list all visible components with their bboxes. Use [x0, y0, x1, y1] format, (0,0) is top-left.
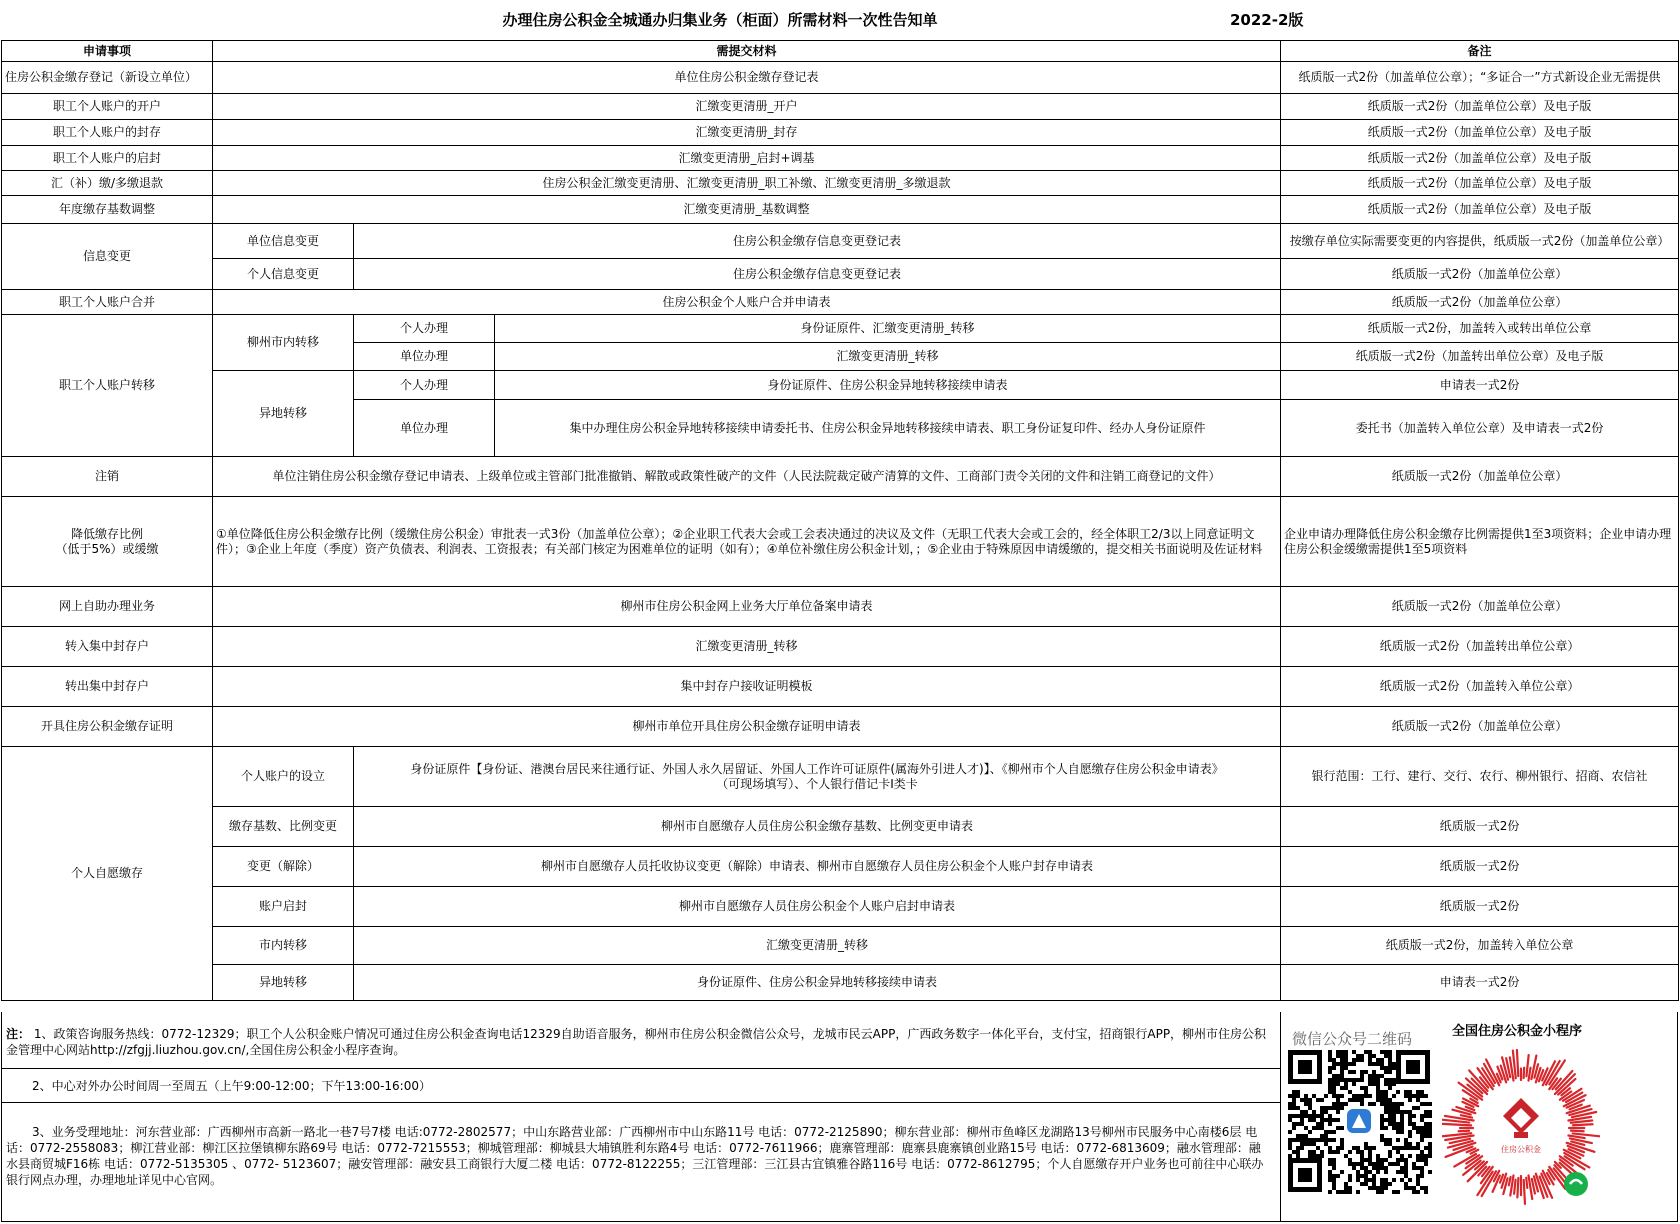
header-materials: 需提交材料: [213, 41, 1281, 62]
table-row: [2, 887, 1679, 927]
table-row: [2, 62, 1679, 94]
table-row: [2, 457, 1679, 497]
row-item-line-2: （低于5%）或缓缴: [55, 541, 159, 556]
wechat-qr-code: [1286, 1048, 1432, 1194]
row-item: 注销: [2, 457, 213, 497]
divider: [2, 1102, 1280, 1103]
table-row: [2, 747, 1679, 807]
mini-program-code: [1442, 1048, 1600, 1208]
row-materials: 集中办理住房公积金异地转移接续申请委托书、住房公积金异地转移接续申请表、职工身份证复印件、经办人身份证原件: [495, 400, 1281, 457]
row-subitem: 单位信息变更: [213, 224, 354, 259]
note-3: 3、业务受理地址：河东营业部：广西柳州市高新一路北一巷7号7楼 电话:0772-2802577；中山东路营业部：广西柳州市中山东路11号 电话：0772-2125890；柳东营业部：柳州市鱼峰区龙湖路13号柳州市民服务中心南楼6层 电话：0772-2558083；柳江营业部：柳江区拉堡镇柳东路69号 电话：0772-7215553；柳城管理部：柳城县大埔镇胜利东路4号 电话：0772-7611966；鹿寨管理部：鹿寨县鹿寨镇创业路15号 电话：0772-6813609；融水管理部：融水县商贸城F16栋 电话：0772-5135305 、0772- 5123607；融安管理部：融安县工商银行大厦二楼 电话：0772-8122255；三江管理部：三江县古宜镇雅谷路116号 电话：0772-8612795；个人自愿缴存开户业务也可前往中心联办银行网点办理，办理地址详见中心官网。: [6, 1125, 1264, 1187]
title-bar: [0, 0, 1680, 40]
row-materials: 住房公积金缴存信息变更登记表: [354, 224, 1281, 259]
table-row: [2, 371, 1679, 400]
row-remarks: 银行范围：工行、建行、交行、农行、柳州银行、招商、农信社: [1281, 747, 1679, 807]
table-row: [2, 707, 1679, 747]
row-materials: 住房公积金缴存信息变更登记表: [354, 259, 1281, 290]
table-row: [2, 927, 1679, 965]
row-item: 年度缴存基数调整: [2, 196, 213, 224]
row-remarks: 按缴存单位实际需要变更的内容提供，纸质版一式2份（加盖单位公章）: [1281, 224, 1679, 259]
note-2: 2、中心对外办公时间周一至周五（上午9:00-12:00；下午13:00-16:00）: [32, 1079, 431, 1093]
row-materials: 汇缴变更清册_转移: [495, 343, 1281, 371]
row-remarks: 纸质版一式2份（加盖单位公章）及电子版: [1281, 196, 1679, 224]
page-title: 办理住房公积金全城通办归集业务（柜面）所需材料一次性告知单: [502, 11, 938, 29]
row-remarks: 纸质版一式2份: [1281, 887, 1679, 927]
row-materials: 柳州市自愿缴存人员住房公积金个人账户启封申请表: [354, 887, 1281, 927]
row-remarks: 纸质版一式2份，加盖转入单位公章: [1281, 927, 1679, 965]
row-materials: 单位住房公积金缴存登记表: [213, 62, 1281, 94]
table-row: [2, 315, 1679, 343]
row-materials: 柳州市自愿缴存人员住房公积金缴存基数、比例变更申请表: [354, 807, 1281, 847]
row-subitem: 个人账户的设立: [213, 747, 354, 807]
mini-program-center-text: 住房公积金: [1501, 1145, 1541, 1154]
row-handler: 个人办理: [354, 371, 495, 400]
row-item: 职工个人账户转移: [2, 315, 213, 457]
row-remarks: 申请表一式2份: [1281, 965, 1679, 1001]
row-materials: 住房公积金汇缴变更清册、汇缴变更清册_职工补缴、汇缴变更清册_多缴退款: [213, 171, 1281, 196]
header-remarks: 备注: [1281, 41, 1679, 62]
row-remarks: 委托书（加盖转入单位公章）及申请表一式2份: [1281, 400, 1679, 457]
row-materials: 住房公积金个人账户合并申请表: [213, 290, 1281, 315]
table-row: [2, 667, 1679, 707]
row-item: 职工个人账户合并: [2, 290, 213, 315]
row-remarks: 纸质版一式2份: [1281, 807, 1679, 847]
row-item: 职工个人账户的启封: [2, 146, 213, 171]
row-remarks: 纸质版一式2份（加盖单位公章）及电子版: [1281, 171, 1679, 196]
row-subitem: 市内转移: [213, 927, 354, 965]
row-materials: 汇缴变更清册_基数调整: [213, 196, 1281, 224]
table-row: [2, 587, 1679, 627]
table-row: [2, 627, 1679, 667]
row-materials-line-2: （可现场填写）、个人银行借记卡I类卡: [716, 776, 918, 791]
row-subitem: 个人信息变更: [213, 259, 354, 290]
row-handler: 个人办理: [354, 315, 495, 343]
row-subitem: 异地转移: [213, 371, 354, 457]
row-handler: 单位办理: [354, 343, 495, 371]
row-item: [2, 497, 213, 587]
row-materials: 集中封存户接收证明模板: [213, 667, 1281, 707]
row-item: 网上自助办理业务: [2, 587, 213, 627]
table-header: [2, 41, 1679, 62]
table-row: [2, 196, 1679, 224]
row-remarks: 纸质版一式2份（加盖单位公章）: [1281, 707, 1679, 747]
row-subitem: 缴存基数、比例变更: [213, 807, 354, 847]
row-materials: 汇缴变更清册_启封+调基: [213, 146, 1281, 171]
divider: [2, 1068, 1280, 1069]
row-remarks: 纸质版一式2份（加盖转出单位公章）: [1281, 627, 1679, 667]
row-remarks: 纸质版一式2份（加盖单位公章）及电子版: [1281, 120, 1679, 146]
row-materials: 柳州市单位开具住房公积金缴存证明申请表: [213, 707, 1281, 747]
row-materials-line-1: 身份证原件【身份证、港澳台居民来往通行证、外国人永久居留证、外国人工作许可证原件(属海外引进人才)】、《柳州市个人自愿缴存住房公积金申请表》: [410, 761, 1224, 776]
row-materials: 柳州市住房公积金网上业务大厅单位备案申请表: [213, 587, 1281, 627]
row-materials: 身份证原件、汇缴变更清册_转移: [495, 315, 1281, 343]
row-subitem: 柳州市内转移: [213, 315, 354, 371]
row-remarks: 纸质版一式2份，加盖转入或转出单位公章: [1281, 315, 1679, 343]
row-remarks: 纸质版一式2份: [1281, 847, 1679, 887]
table-row: [2, 259, 1679, 290]
row-item: 信息变更: [2, 224, 213, 290]
row-remarks: 企业申请办理降低住房公积金缴存比例需提供1至3项资料；企业申请办理住房公积金缓缴需提供1至5项资料: [1281, 497, 1679, 587]
mini-program-badge-icon: [1564, 1172, 1588, 1196]
header-item: 申请事项: [2, 41, 213, 62]
row-remarks: 申请表一式2份: [1281, 371, 1679, 400]
row-item: 职工个人账户的开户: [2, 94, 213, 120]
row-item: 个人自愿缴存: [2, 747, 213, 1001]
table-row: [2, 224, 1679, 259]
row-subitem: 变更（解除）: [213, 847, 354, 887]
table-row: [2, 847, 1679, 887]
row-item: 转入集中封存户: [2, 627, 213, 667]
row-remarks: 纸质版一式2份（加盖单位公章）及电子版: [1281, 94, 1679, 120]
row-remarks: 纸质版一式2份（加盖单位公章）: [1281, 457, 1679, 497]
table-row: [2, 497, 1679, 587]
footer-notes: [1, 1012, 1678, 1222]
row-materials: ①单位降低住房公积金缴存比例（缓缴住房公积金）审批表一式3份（加盖单位公章）；②企业职工代表大会或工会表决通过的决议及文件（无职工代表大会或工会的，经全体职工2/3以上同意证明文件）；③企业上年度（季度）资产负债表、利润表、工资报表；有关部门核定为困难单位的证明（如有）；④单位补缴住房公积金计划，；⑤企业由于特殊原因申请缓缴的，提交相关书面说明及佐证材料: [213, 497, 1281, 587]
notes-panel: [2, 1012, 1281, 1221]
table-row: [2, 94, 1679, 120]
row-item: 开具住房公积金缴存证明: [2, 707, 213, 747]
note-prefix: 注：: [6, 1027, 31, 1041]
note-1-text: 1、政策咨询服务热线：0772-12329；职工个人公积金账户情况可通过住房公积金查询电话12329自助语音服务，柳州市住房公积金微信公众号，龙城市民云APP，广西政务数字一体化平台，支付宝，招商银行APP，柳州市住房公积金管理中心网站http://zfgjj.liuzhou.gov.cn/,全国住房公积金小程序查询。: [6, 1027, 1267, 1057]
row-remarks: 纸质版一式2份（加盖单位公章）；“多证合一”方式新设企业无需提供: [1281, 62, 1679, 94]
row-materials: 汇缴变更清册_封存: [213, 120, 1281, 146]
mini-program-label: 全国住房公积金小程序: [1452, 1024, 1583, 1039]
row-remarks: 纸质版一式2份（加盖单位公章）及电子版: [1281, 146, 1679, 171]
row-materials: 柳州市自愿缴存人员托收协议变更（解除）申请表、柳州市自愿缴存人员住房公积金个人账户封存申请表: [354, 847, 1281, 887]
row-materials: 单位注销住房公积金缴存登记申请表、上级单位或主管部门批准撤销、解散或政策性破产的文件（人民法院裁定破产清算的文件、工商部门责令关闭的文件和注销工商登记的文件）: [213, 457, 1281, 497]
row-remarks: 纸质版一式2份（加盖单位公章）: [1281, 290, 1679, 315]
wechat-qr-label: 微信公众号二维码: [1292, 1030, 1413, 1048]
row-item: 转出集中封存户: [2, 667, 213, 707]
table-row: [2, 171, 1679, 196]
row-item-line-1: 降低缴存比例: [70, 526, 143, 541]
row-item: 汇（补）缴/多缴退款: [2, 171, 213, 196]
table-row: [2, 120, 1679, 146]
note-1: [6, 1026, 1272, 1058]
row-materials: 汇缴变更清册_转移: [213, 627, 1281, 667]
row-remarks: 纸质版一式2份（加盖单位公章）: [1281, 259, 1679, 290]
row-subitem: 异地转移: [213, 965, 354, 1001]
row-materials: 汇缴变更清册_开户: [213, 94, 1281, 120]
row-materials: [354, 747, 1281, 807]
materials-table: [1, 40, 1679, 1001]
row-item: 住房公积金缴存登记（新设立单位）: [2, 62, 213, 94]
row-handler: 单位办理: [354, 400, 495, 457]
row-remarks: 纸质版一式2份（加盖转入单位公章）: [1281, 667, 1679, 707]
row-remarks: 纸质版一式2份（加盖单位公章）: [1281, 587, 1679, 627]
row-remarks: 纸质版一式2份（加盖转出单位公章）及电子版: [1281, 343, 1679, 371]
row-subitem: 账户启封: [213, 887, 354, 927]
row-item: 职工个人账户的封存: [2, 120, 213, 146]
row-materials: 身份证原件、住房公积金异地转移接续申请表: [354, 965, 1281, 1001]
table-row: [2, 965, 1679, 1001]
table-row: [2, 807, 1679, 847]
table-row: [2, 290, 1679, 315]
version-label: 2022-2版: [1230, 11, 1304, 29]
row-materials: 汇缴变更清册_转移: [354, 927, 1281, 965]
row-materials: 身份证原件、住房公积金异地转移接续申请表: [495, 371, 1281, 400]
table-row: [2, 146, 1679, 171]
